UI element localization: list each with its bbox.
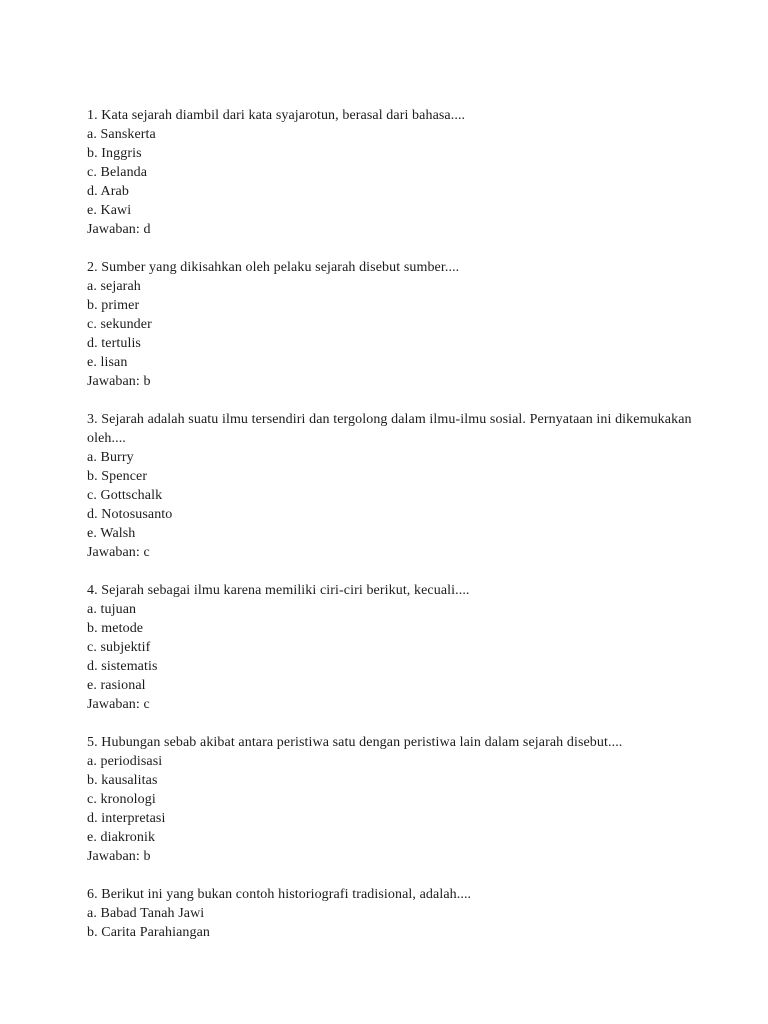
question-block-3 xyxy=(87,410,705,562)
option-e: e. diakronik xyxy=(87,830,156,845)
question-block-2 xyxy=(87,258,705,391)
option-a: a. periodisasi xyxy=(87,754,163,769)
option-c: c. Gottschalk xyxy=(87,488,163,503)
answer-text: Jawaban: c xyxy=(87,697,150,712)
option-b: b. Carita Parahiangan xyxy=(87,925,211,940)
option-b: b. kausalitas xyxy=(87,773,158,788)
answer-text: Jawaban: b xyxy=(87,849,151,864)
option-a: a. tujuan xyxy=(87,602,137,617)
option-b: b. metode xyxy=(87,621,144,636)
option-d: d. Arab xyxy=(87,184,129,199)
option-e: e. rasional xyxy=(87,678,146,693)
option-b: b. Spencer xyxy=(87,469,148,484)
option-e: e. Kawi xyxy=(87,203,132,218)
question-block-6 xyxy=(87,885,705,942)
answer-text: Jawaban: b xyxy=(87,374,151,389)
question-block-5 xyxy=(87,733,705,866)
quiz-content xyxy=(87,106,705,961)
question-text: 6. Berikut ini yang bukan contoh historiografi tradisional, adalah.... xyxy=(87,887,472,902)
option-c: c. sekunder xyxy=(87,317,152,332)
option-a: a. Sanskerta xyxy=(87,127,156,142)
option-e: e. Walsh xyxy=(87,526,136,541)
option-a: a. sejarah xyxy=(87,279,141,294)
answer-text: Jawaban: c xyxy=(87,545,150,560)
question-text: 4. Sejarah sebagai ilmu karena memiliki ciri-ciri berikut, kecuali.... xyxy=(87,583,470,598)
option-b: b. Inggris xyxy=(87,146,142,161)
option-d: d. tertulis xyxy=(87,336,141,351)
option-c: c. subjektif xyxy=(87,640,151,655)
option-c: c. kronologi xyxy=(87,792,156,807)
question-block-4 xyxy=(87,581,705,714)
question-text: 1. Kata sejarah diambil dari kata syajarotun, berasal dari bahasa.... xyxy=(87,108,466,123)
option-a: a. Burry xyxy=(87,450,134,465)
question-text: 2. Sumber yang dikisahkan oleh pelaku sejarah disebut sumber.... xyxy=(87,260,460,275)
answer-text: Jawaban: d xyxy=(87,222,151,237)
option-e: e. lisan xyxy=(87,355,128,370)
option-d: d. sistematis xyxy=(87,659,158,674)
option-b: b. primer xyxy=(87,298,140,313)
option-d: d. interpretasi xyxy=(87,811,166,826)
question-text: 5. Hubungan sebab akibat antara peristiwa satu dengan peristiwa lain dalam sejarah disebut.... xyxy=(87,735,623,750)
option-a: a. Babad Tanah Jawi xyxy=(87,906,205,921)
option-d: d. Notosusanto xyxy=(87,507,173,522)
option-c: c. Belanda xyxy=(87,165,148,180)
question-block-1 xyxy=(87,106,705,239)
question-text: 3. Sejarah adalah suatu ilmu tersendiri dan tergolong dalam ilmu-ilmu sosial. Pernyataan ini dikemukakan oleh.... xyxy=(87,412,692,446)
